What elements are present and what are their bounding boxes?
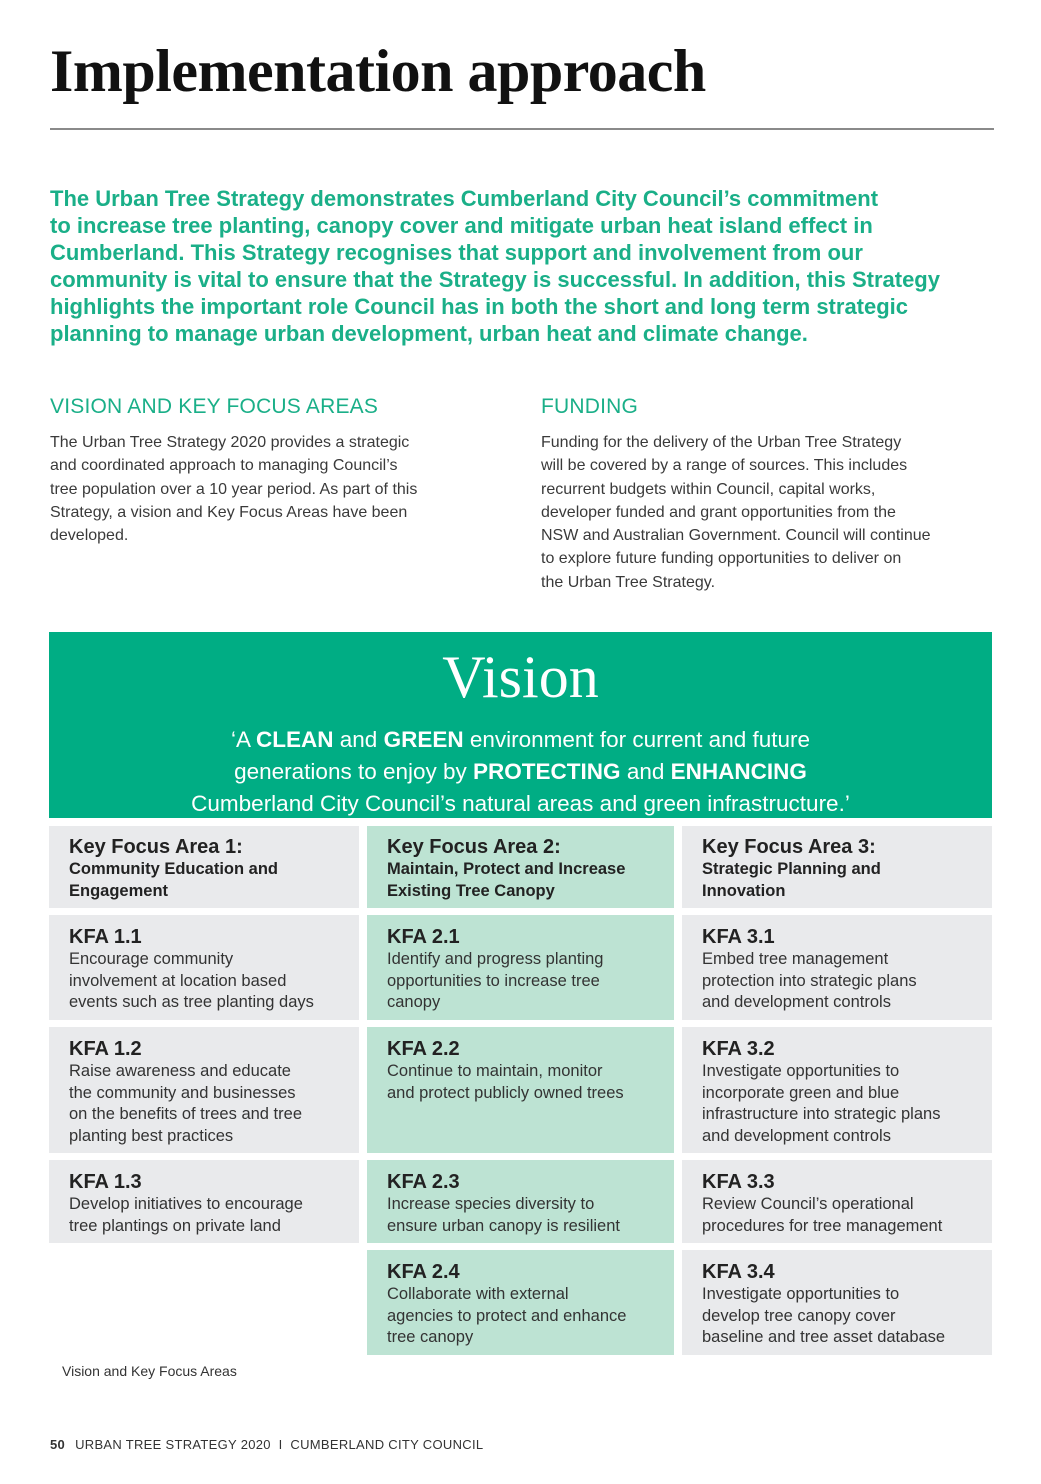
kfa-subtitle: Maintain, Protect and Increase Existing Tree Canopy [387,860,626,900]
kfa-description: Develop initiatives to encourage tree plantings on private land [69,1195,303,1235]
section-heading: FUNDING [541,395,639,418]
body-line: will be covered by a range of sources. This includes [541,457,908,475]
body-line: NSW and Australian Government. Council will continue [541,527,931,545]
page-number: 50 [50,1437,66,1452]
emphasis: GREEN [383,727,464,752]
vision-and-kfa-section [50,395,490,547]
kfa-description: Raise awareness and educate the community and businesses on the benefits of trees and tree planting best practices [69,1062,302,1146]
kfa-card [49,915,359,1020]
body-line: tree population over a 10 year period. As part of this [50,480,418,498]
body-line: developed. [50,527,129,545]
kfa-card [682,1250,992,1355]
vision-line-3: Cumberland City Council’s natural areas and green infrastructure.’ [191,791,850,816]
kfa-code: KFA 1.2 [69,1038,142,1060]
section-heading: VISION AND KEY FOCUS AREAS [50,395,379,418]
funding-section [541,395,1001,594]
kfa-subtitle: Community Education and Engagement [69,860,279,900]
body-line: to explore future funding opportunities to deliver on [541,550,902,568]
kfa-code: KFA 3.3 [702,1171,775,1193]
body-line: and coordinated approach to managing Council’s [50,457,398,475]
intro-line: The Urban Tree Strategy demonstrates Cumberland City Council’s commitment [50,186,879,211]
kfa-card [682,1027,992,1153]
kfa-description: Review Council’s operational procedures for tree management [702,1195,943,1235]
kfa-card [367,915,674,1020]
kfa-description: Encourage community involvement at location based events such as tree planting days [69,950,314,1012]
kfa-description: Investigate opportunities to develop tree canopy cover baseline and tree asset database [702,1285,946,1347]
kfa-description: Investigate opportunities to incorporate green and blue infrastructure into strategic plans and development controls [702,1062,941,1146]
kfa-code: KFA 1.1 [69,926,142,948]
kfa-subtitle: Strategic Planning and Innovation [702,860,881,900]
title-divider [50,128,994,130]
vision-banner [49,632,992,818]
body-line: recurrent budgets within Council, capital works, [541,480,876,498]
kfa-description: Embed tree management protection into strategic plans and development controls [702,950,917,1012]
body-line: Funding for the delivery of the Urban Tree Strategy [541,434,902,451]
kfa-card [49,1160,359,1243]
kfa-code: KFA 2.4 [387,1261,460,1283]
section-body [50,431,490,547]
kfa-title: Key Focus Area 3: [702,836,876,858]
kfa-code: KFA 3.1 [702,926,775,948]
vision-line-2: generations to enjoy by PROTECTING and ENHANCING [234,759,807,784]
vision-heading: Vision [442,644,599,710]
kfa-code: KFA 1.3 [69,1171,142,1193]
emphasis: PROTECTING [473,759,621,784]
kfa-title: Key Focus Area 1: [69,836,243,858]
key-focus-area-3-header [682,826,992,908]
kfa-card [682,915,992,1020]
kfa-code: KFA 3.4 [702,1261,775,1283]
kfa-card [682,1160,992,1243]
intro-paragraph [50,185,1000,347]
body-line: The Urban Tree Strategy 2020 provides a strategic [50,434,410,451]
body-line: the Urban Tree Strategy. [541,573,716,591]
emphasis: CLEAN [256,727,334,752]
intro-line: planning to manage urban development, urban heat and climate change. [50,321,808,346]
kfa-title: Key Focus Area 2: [387,836,561,858]
vision-line-1: ‘A CLEAN and GREEN environment for current and future [230,727,811,752]
kfa-description: Increase species diversity to ensure urban canopy is resilient [387,1195,620,1235]
body-line: developer funded and grant opportunities from the [541,503,896,521]
kfa-code: KFA 2.3 [387,1171,460,1193]
kfa-card [49,1027,359,1153]
intro-line: to increase tree planting, canopy cover and mitigate urban heat island effect in [50,213,873,238]
intro-line: community is vital to ensure that the Strategy is successful. In addition, this Strategy [50,267,940,292]
footer-text: URBAN TREE STRATEGY 2020 I CUMBERLAND CITY COUNCIL [75,1437,484,1452]
intro-line: Cumberland. This Strategy recognises that support and involvement from our [50,240,863,265]
kfa-card [367,1250,674,1355]
key-focus-area-2-header [367,826,674,908]
body-line: Strategy, a vision and Key Focus Areas have been [50,503,408,521]
kfa-code: KFA 2.2 [387,1038,460,1060]
kfa-description: Collaborate with external agencies to protect and enhance tree canopy [387,1285,627,1347]
page-title: Implementation approach [50,38,706,104]
kfa-description: Continue to maintain, monitor and protect publicly owned trees [387,1062,624,1102]
kfa-code: KFA 3.2 [702,1038,775,1060]
key-focus-area-1-header [49,826,359,908]
kfa-description: Identify and progress planting opportunities to increase tree canopy [387,950,604,1012]
kfa-card [367,1027,674,1153]
section-body [541,431,1001,594]
figure-caption: Vision and Key Focus Areas [62,1363,237,1379]
page-footer [50,1437,483,1452]
kfa-card [367,1160,674,1243]
kfa-code: KFA 2.1 [387,926,460,948]
emphasis: ENHANCING [670,759,807,784]
intro-line: highlights the important role Council has in both the short and long term strategic [50,294,909,319]
vision-statement [49,724,992,820]
